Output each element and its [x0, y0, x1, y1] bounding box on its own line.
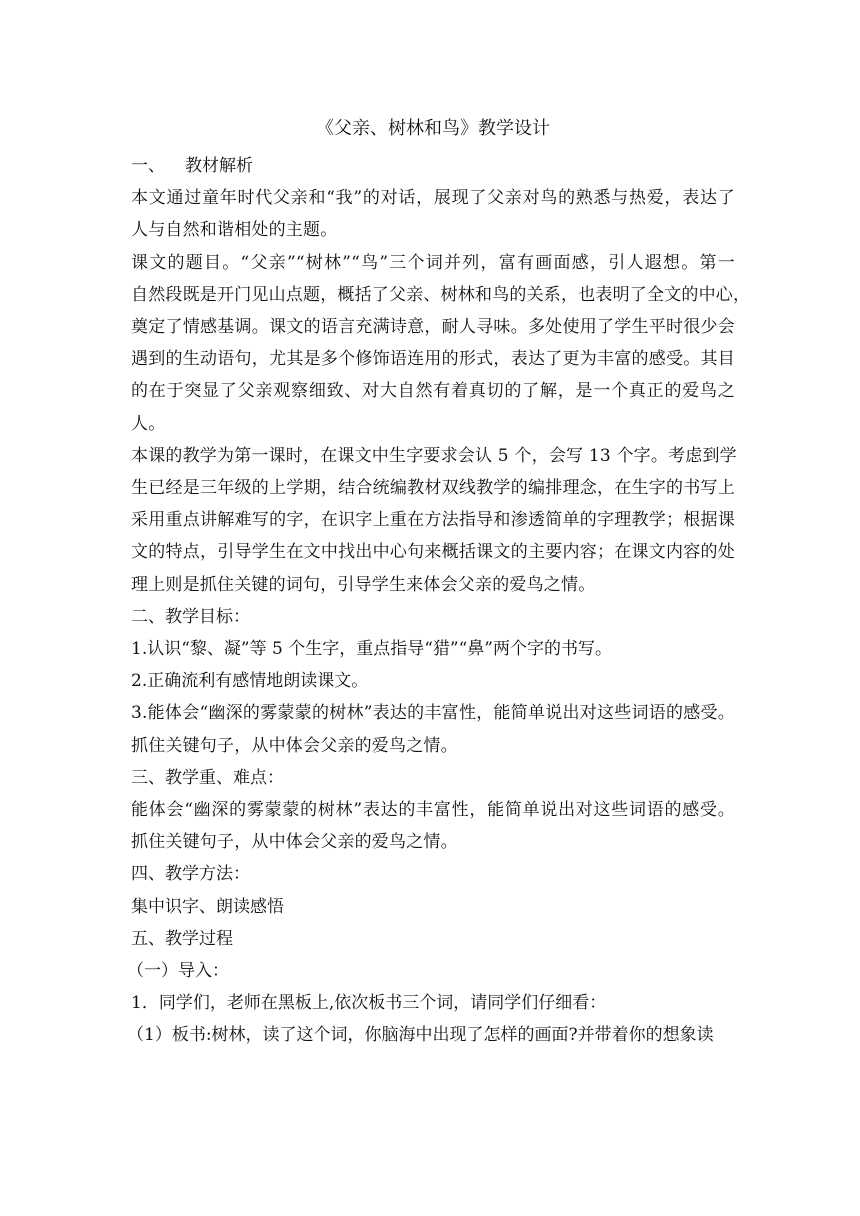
paragraph-line: 文的特点，引导学生在文中找出中心句来概括课文的主要内容；在课文内容的处 — [131, 542, 735, 563]
paragraph-line: 自然段既是开门见山点题，概括了父亲、树林和鸟的关系，也表明了全文的中心， — [131, 284, 751, 305]
paragraph-line: 人。 — [131, 413, 166, 434]
paragraph-line: 本文通过童年时代父亲和“我”的对话，展现了父亲对鸟的熟悉与热爱，表达了 — [131, 188, 735, 209]
process-subheading: （一）导入： — [127, 961, 229, 982]
paragraph-line: 采用重点讲解难写的字，在识字上重在方法指导和渗透简单的字理教学；根据课 — [131, 510, 735, 531]
paragraph-line: 抓住关键句子，从中体会父亲的爱鸟之情。 — [131, 832, 458, 853]
process-item: 1．同学们，老师在黑板上,依次板书三个词，请同学们仔细看： — [131, 993, 607, 1014]
paragraph-line: 本课的教学为第一课时，在课文中生字要求会认 5 个，会写 13 个字。考虑到学 — [131, 445, 737, 466]
section-number: 一、 — [131, 156, 165, 176]
paragraph-line: 遇到的生动语句，尤其是多个修饰语连用的形式，表达了更为丰富的感受。其目 — [131, 349, 735, 370]
paragraph-line: 能体会“幽深的雾蒙蒙的树林”表达的丰富性，能简单说出对这些词语的感受。 — [131, 800, 735, 821]
process-item: （1）板书:树林，读了这个词，你脑海中出现了怎样的画面?并带着你的想象读 — [127, 1025, 714, 1046]
paragraph-line: 奠定了情感基调。课文的语言充满诗意，耐人寻味。多处使用了学生平时很少会 — [131, 317, 735, 338]
document-page — [127, 114, 751, 1052]
document-title: 《父亲、树林和鸟》教学设计 — [316, 118, 550, 139]
paragraph-line: 理上则是抓住关键的词句，引导学生来体会父亲的爱鸟之情。 — [131, 574, 596, 595]
section-title: 教材解析 — [185, 156, 253, 176]
paragraph-line: 课文的题目。“父亲”“树林”“鸟”三个词并列，富有画面感，引人遐想。第一 — [131, 252, 735, 273]
section-heading-1 — [131, 150, 735, 182]
goal-item: 3.能体会“幽深的雾蒙蒙的树林”表达的丰富性，能简单说出对这些词语的感受。 — [131, 703, 735, 724]
goal-item: 1.认识“黎、凝”等 5 个生字，重点指导“猎”“鼻”两个字的书写。 — [131, 639, 612, 660]
section-heading-3: 三、教学重、难点： — [131, 767, 284, 788]
paragraph-line: 人与自然和谐相处的主题。 — [131, 220, 338, 241]
goal-item: 2.正确流利有感情地朗读课文。 — [131, 671, 369, 692]
section-heading-4: 四、教学方法： — [131, 864, 250, 885]
section-heading-2: 二、教学目标： — [131, 606, 250, 627]
paragraph-line: 生已经是三年级的上学期，结合统编教材双线教学的编排理念，在生字的书写上 — [131, 478, 735, 499]
section-heading-5: 五、教学过程 — [131, 928, 233, 949]
paragraph-line: 集中识字、朗读感悟 — [131, 896, 284, 917]
goal-item: 抓住关键句子，从中体会父亲的爱鸟之情。 — [131, 735, 458, 756]
paragraph-line: 的在于突显了父亲观察细致、对大自然有着真切的了解，是一个真正的爱鸟之 — [131, 381, 735, 402]
